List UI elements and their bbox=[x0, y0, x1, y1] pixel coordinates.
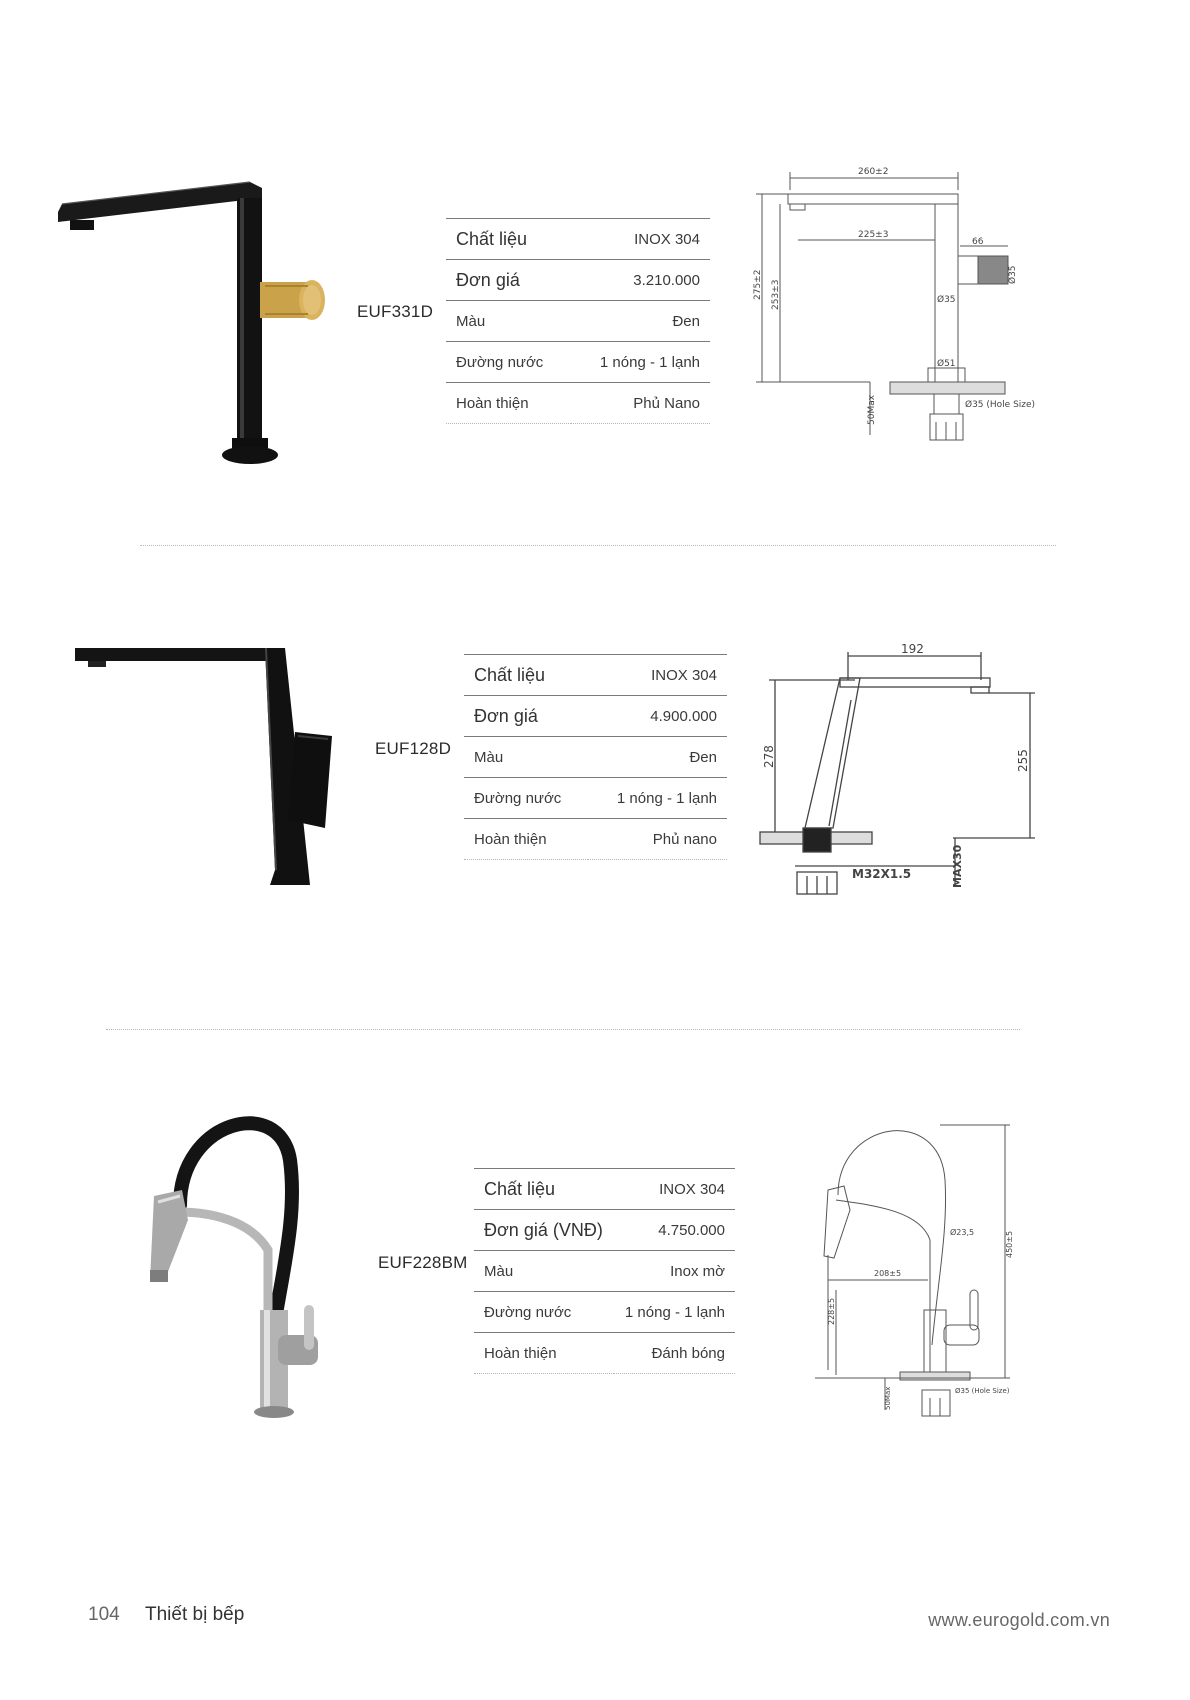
spec-label: Đường nước bbox=[446, 342, 571, 383]
spec-value: 4.750.000 bbox=[614, 1210, 735, 1251]
spec-value: 1 nóng - 1 lạnh bbox=[571, 342, 710, 383]
spec-value: INOX 304 bbox=[571, 219, 710, 260]
spec-label: Chất liệu bbox=[446, 219, 571, 260]
dim-handle-dia: Ø35 bbox=[1008, 265, 1018, 284]
dim-height-spout: 228±5 bbox=[827, 1297, 836, 1325]
spec-value: Đen bbox=[588, 737, 727, 778]
spec-value: Phủ Nano bbox=[571, 383, 710, 424]
dim-top: 260±2 bbox=[858, 167, 889, 177]
spec-value: Phủ nano bbox=[588, 819, 727, 860]
dim-hole: Ø35 (Hole Size) bbox=[965, 400, 1036, 410]
faucet-image-euf331d bbox=[50, 170, 350, 480]
spec-label: Chất liệu bbox=[474, 1169, 614, 1210]
spec-value: 3.210.000 bbox=[571, 260, 710, 301]
dim-height-total: 275±2 bbox=[753, 269, 763, 300]
model-code: EUF331D bbox=[357, 302, 434, 321]
page-number: 104 bbox=[88, 1604, 120, 1625]
spec-label: Màu bbox=[474, 1251, 614, 1292]
spec-value: 4.900.000 bbox=[588, 696, 727, 737]
dim-reach: 208±5 bbox=[874, 1269, 902, 1278]
spec-label: Hoàn thiện bbox=[474, 1333, 614, 1374]
section-divider bbox=[106, 1029, 1020, 1030]
spec-label: Màu bbox=[446, 301, 571, 342]
website-link[interactable]: www.eurogold.com.vn bbox=[928, 1610, 1110, 1630]
spec-value: Đánh bóng bbox=[614, 1333, 735, 1374]
technical-drawing-euf228bm bbox=[810, 1110, 1040, 1430]
dim-hose-dia: Ø23,5 bbox=[950, 1228, 975, 1237]
dim-base-dia: Ø51 bbox=[937, 359, 956, 369]
dim-body-dia: Ø35 bbox=[937, 295, 956, 305]
technical-drawing-euf128d bbox=[755, 640, 1045, 910]
model-code: EUF228BM bbox=[378, 1253, 468, 1272]
model-code: EUF128D bbox=[375, 739, 452, 758]
dim-max: 50Max bbox=[884, 1386, 892, 1410]
spec-table bbox=[474, 1168, 735, 1374]
spec-label: Đơn giá (VNĐ) bbox=[474, 1210, 614, 1251]
spec-value: INOX 304 bbox=[588, 655, 727, 696]
spec-label: Đường nước bbox=[474, 1292, 614, 1333]
spec-value: Đen bbox=[571, 301, 710, 342]
dim-top: 192 bbox=[901, 642, 924, 656]
dim-max: MAX30 bbox=[951, 844, 964, 888]
spec-label: Hoàn thiện bbox=[464, 819, 588, 860]
spec-value: 1 nóng - 1 lạnh bbox=[588, 778, 727, 819]
spec-value: Inox mờ bbox=[614, 1251, 735, 1292]
dim-height-spout: 255 bbox=[1016, 749, 1030, 772]
spec-label: Hoàn thiện bbox=[446, 383, 571, 424]
spec-table bbox=[464, 654, 727, 860]
section-title: Thiết bị bếp bbox=[145, 1604, 245, 1625]
spec-label: Đơn giá bbox=[446, 260, 571, 301]
spec-value: 1 nóng - 1 lạnh bbox=[614, 1292, 735, 1333]
spec-table bbox=[446, 218, 710, 424]
dim-height-total: 278 bbox=[762, 745, 776, 768]
dim-handle: 66 bbox=[972, 237, 984, 247]
faucet-image-euf228bm bbox=[140, 1100, 340, 1420]
spec-label: Chất liệu bbox=[464, 655, 588, 696]
dim-height-spout: 253±3 bbox=[771, 279, 781, 310]
dim-max: 50Max bbox=[867, 394, 877, 425]
dim-hole: Ø35 (Hole Size) bbox=[955, 1387, 1010, 1395]
dim-height-total: 450±5 bbox=[1005, 1230, 1014, 1258]
spec-label: Màu bbox=[464, 737, 588, 778]
spec-label: Đường nước bbox=[464, 778, 588, 819]
section-divider bbox=[140, 545, 1056, 546]
technical-drawing-euf331d bbox=[750, 160, 1050, 450]
dim-thread: M32X1.5 bbox=[852, 867, 912, 881]
spec-label: Đơn giá bbox=[464, 696, 588, 737]
dim-spout: 225±3 bbox=[858, 230, 889, 240]
faucet-image-euf128d bbox=[70, 640, 340, 895]
spec-value: INOX 304 bbox=[614, 1169, 735, 1210]
